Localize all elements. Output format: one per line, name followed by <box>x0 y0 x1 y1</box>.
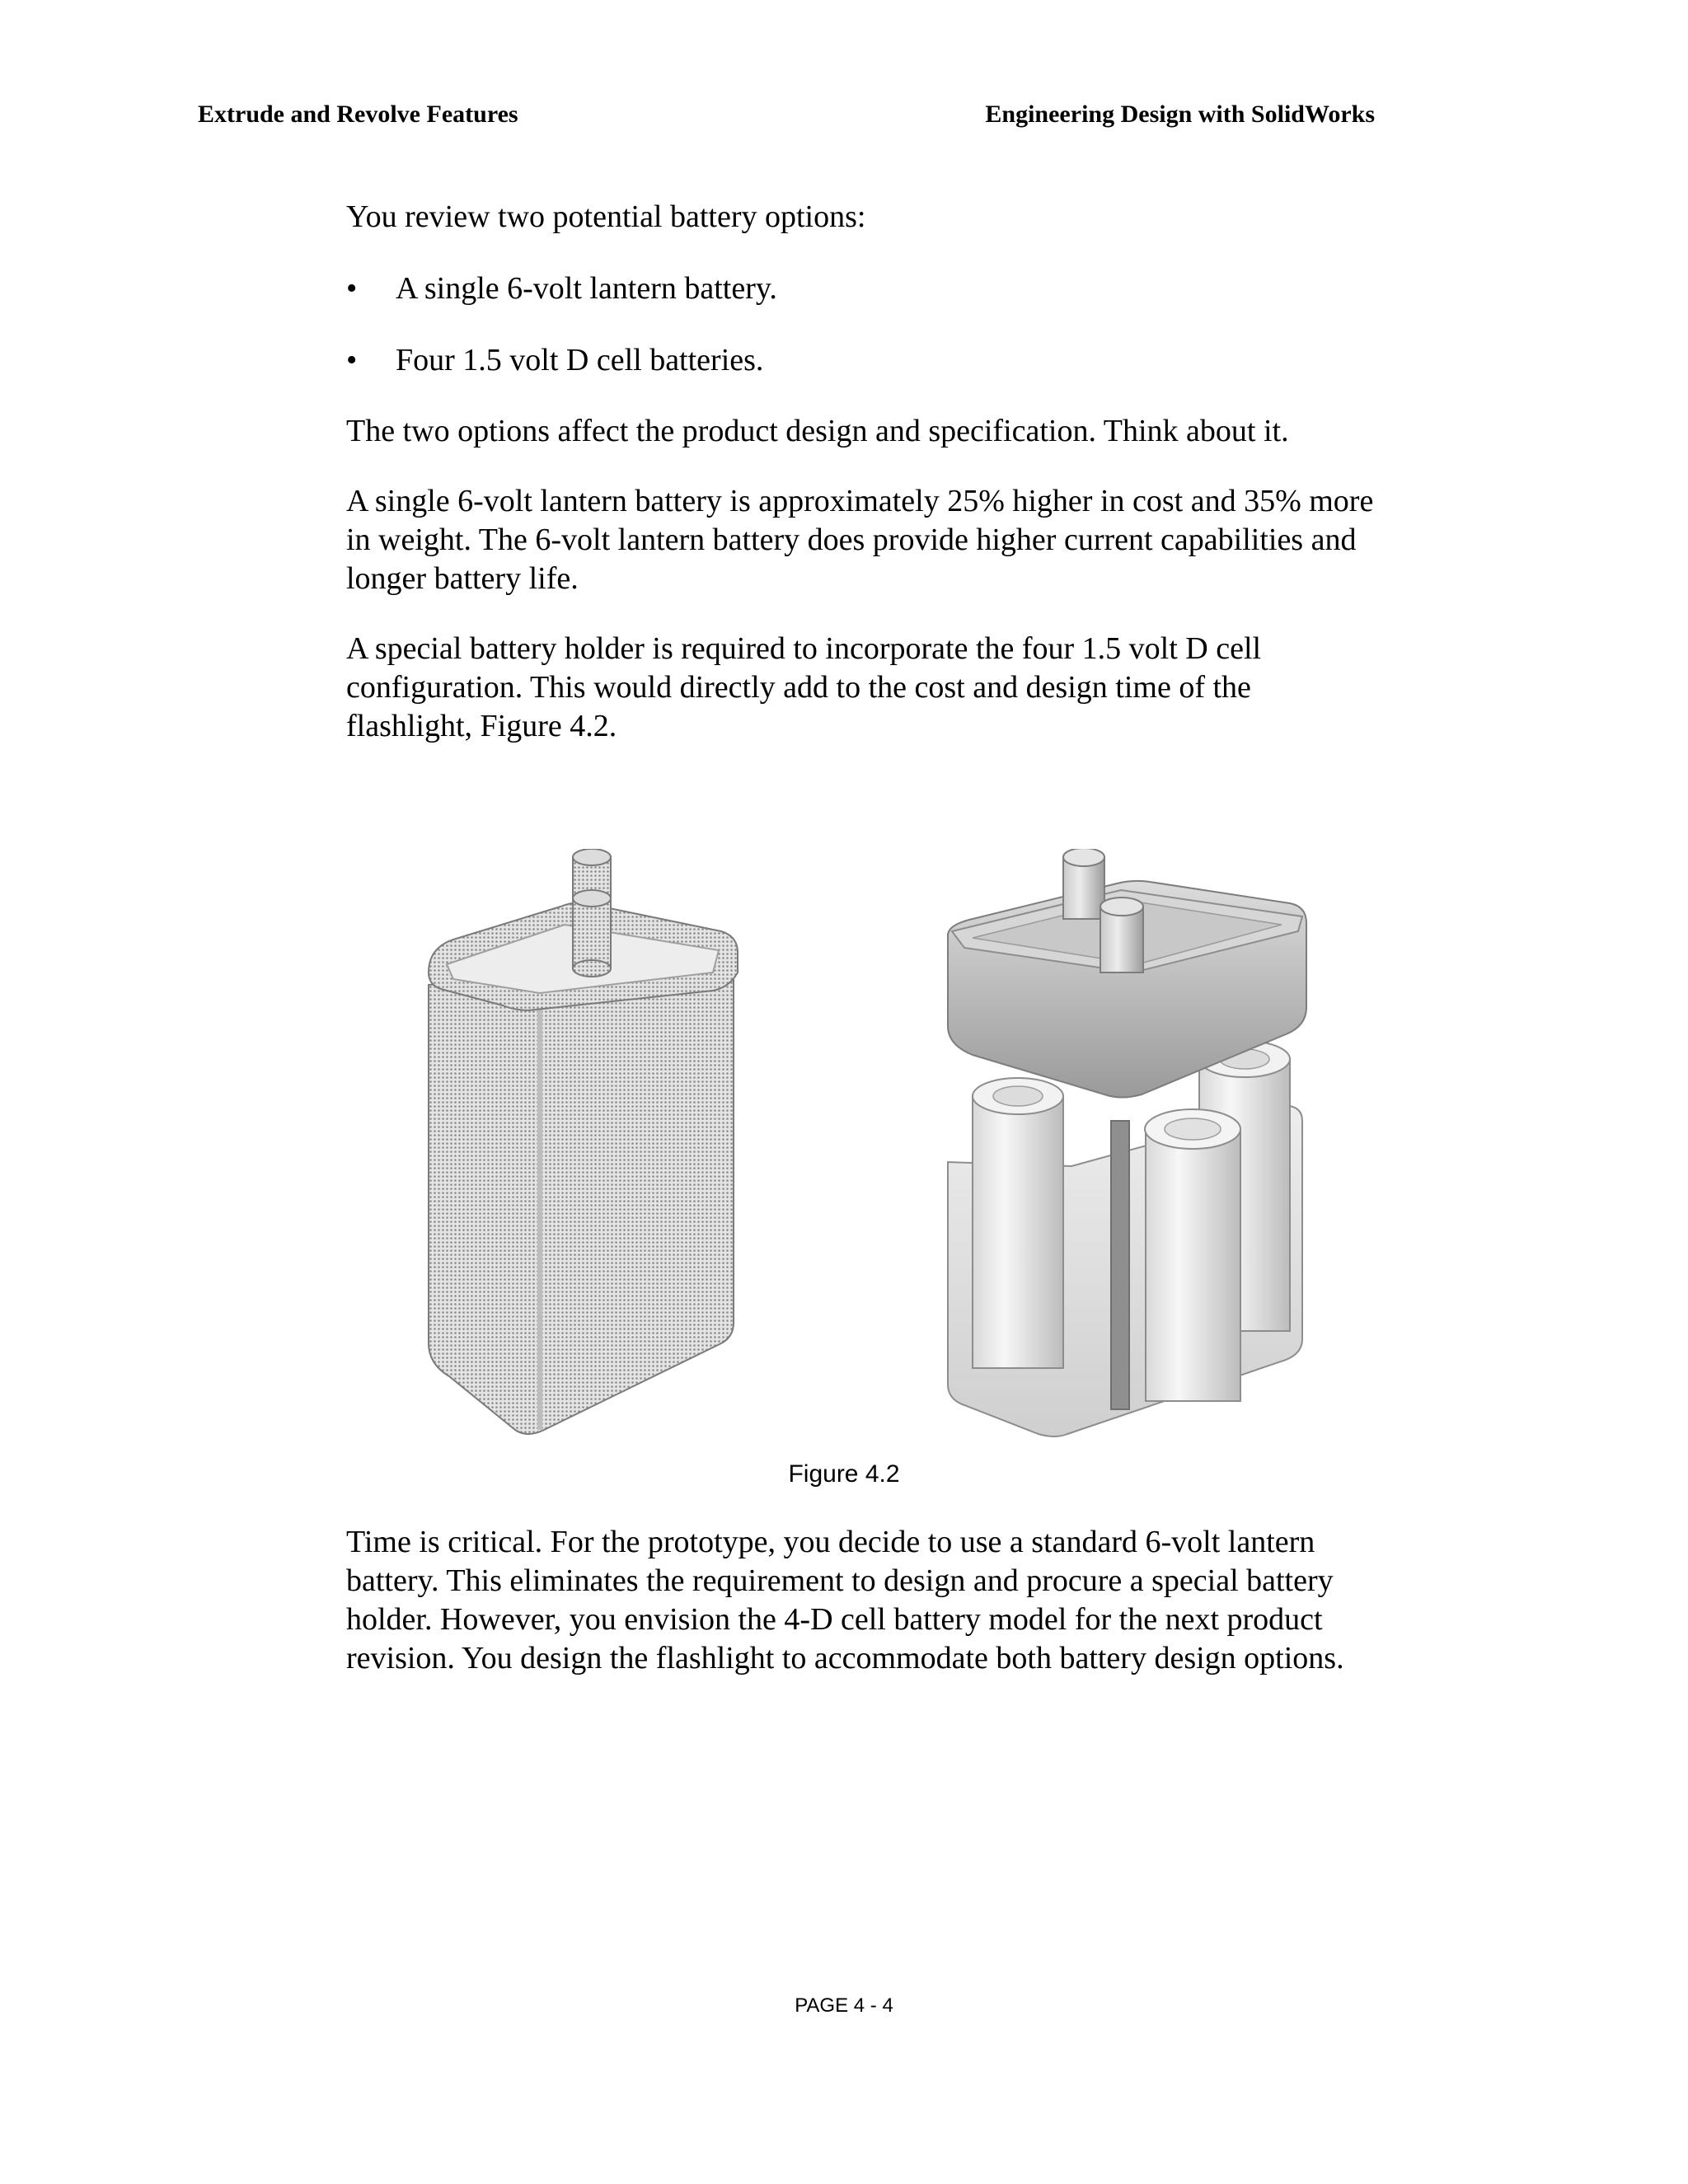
header-chapter-title: Extrude and Revolve Features <box>198 101 518 128</box>
holder-paragraph: A special battery holder is required to incorporate the four 1.5 volt D cell configuration. This would directly add to the cost and design time of the flashlight, Figure 4.2. <box>346 631 1262 743</box>
list-item-text: A single 6-volt lantern battery. <box>396 271 777 306</box>
page-number: PAGE 4 - 4 <box>795 1994 893 2017</box>
terminal-post-front <box>573 890 611 977</box>
d-cell-holder-image <box>935 849 1306 1436</box>
battery-illustration <box>396 849 1352 1475</box>
battery-options-list <box>346 269 1368 413</box>
lantern-paragraph: A single 6-volt lantern battery is approximately 25% higher in cost and 35% more in weight. The 6-volt lantern battery does provide higher current capabilities and longer battery life. <box>346 484 1374 596</box>
header-book-title: Engineering Design with SolidWorks <box>985 101 1375 128</box>
figure-caption: Figure 4.2 <box>788 1460 900 1488</box>
intro-paragraph: You review two potential battery options: <box>346 199 866 234</box>
prototype-paragraph: Time is critical. For the prototype, you decide to use a standard 6-volt lantern battery. This eliminates the requirement to design and procure a special battery holder. However, you envision the 4-D cell battery model for the next product revision. You design the flashlight to accommodate both battery design options. <box>346 1525 1344 1675</box>
bullet-icon: • <box>346 343 358 377</box>
list-item-text: Four 1.5 volt D cell batteries. <box>396 343 764 377</box>
d-cell-back-left <box>973 1078 1063 1368</box>
d-cell-front-right <box>1145 1109 1240 1401</box>
list-item <box>346 341 1368 380</box>
holder-divider <box>1111 1121 1129 1409</box>
list-item <box>346 269 1368 308</box>
bullet-icon: • <box>346 271 358 306</box>
running-header <box>198 101 1375 129</box>
lantern-battery-image <box>429 849 738 1434</box>
options-paragraph: The two options affect the product design and specification. Think about it. <box>346 414 1289 448</box>
figure-4-2 <box>396 849 1352 1475</box>
